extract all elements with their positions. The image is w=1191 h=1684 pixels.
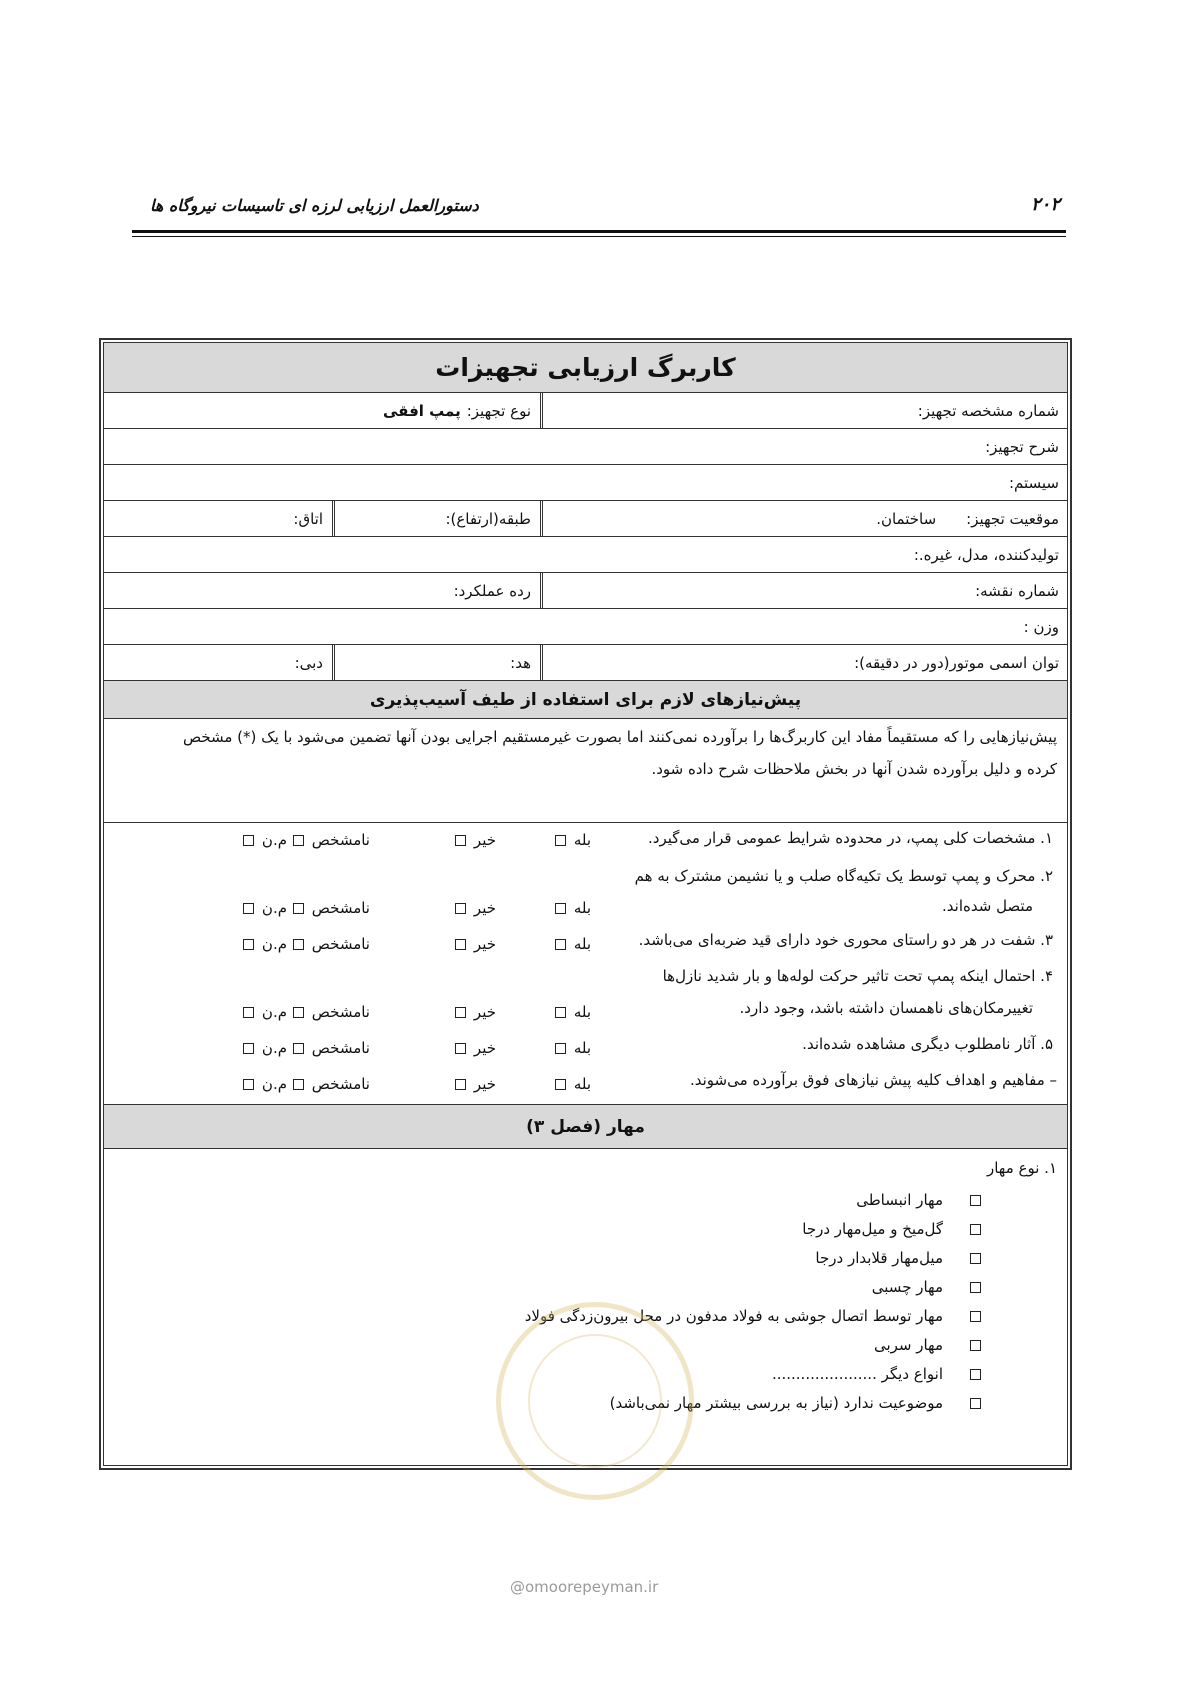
anchorage-title: مهار (فصل ۳) <box>526 1116 645 1137</box>
question-4-line-2: تغییرمکان‌های ناهمسان داشته باشد، وجود دارد. <box>739 999 1033 1017</box>
anchorage-option-2[interactable]: گل‌میخ و میل‌مهار درجا <box>104 1218 981 1240</box>
checkbox-icon[interactable] <box>243 835 254 846</box>
option-na[interactable]: م.ن <box>243 935 287 953</box>
checkbox-icon[interactable] <box>293 1007 304 1018</box>
checkbox-icon[interactable] <box>455 1043 466 1054</box>
checkbox-icon[interactable] <box>970 1253 981 1264</box>
description-row[interactable] <box>104 429 1067 465</box>
checkbox-icon[interactable] <box>243 939 254 950</box>
answer-row-1 <box>104 831 1067 855</box>
checkbox-icon[interactable] <box>970 1340 981 1351</box>
prereq-note-line-2: کرده و دلیل برآورده شدن آنها در بخش ملاحظات شرح داده شود. <box>651 760 1057 778</box>
checkbox-icon[interactable] <box>970 1282 981 1293</box>
equipment-id-row <box>104 393 1067 429</box>
anchorage-option-8[interactable]: موضوعیت ندارد (نیاز به بررسی بیشتر مهار نمی‌باشد) <box>104 1392 981 1414</box>
performance-class-label: رده عملکرد: <box>453 581 531 600</box>
question-4-line-1: ۴. احتمال اینکه پمپ تحت تاثیر حرکت لوله‌ها و بار شدید نازل‌ها <box>662 967 1053 985</box>
description-label: شرح تجهیز: <box>985 437 1059 456</box>
checkbox-icon[interactable] <box>555 1043 566 1054</box>
anchorage-type-question: ۱. نوع مهار <box>986 1159 1057 1177</box>
checkbox-icon[interactable] <box>455 1007 466 1018</box>
system-row[interactable] <box>104 465 1067 501</box>
manufacturer-row[interactable] <box>104 537 1067 573</box>
system-label: سیستم: <box>1008 473 1059 492</box>
header-rule-thin <box>132 236 1066 237</box>
checkbox-icon[interactable] <box>293 939 304 950</box>
building-label: ساختمان. <box>876 509 937 528</box>
checkbox-icon[interactable] <box>455 903 466 914</box>
checkbox-icon[interactable] <box>555 903 566 914</box>
page-header <box>132 196 1066 222</box>
question-1: ۱. مشخصات کلی پمپ، در محدوده شرایط عمومی قرار می‌گیرد. <box>648 829 1053 847</box>
option-na[interactable]: م.ن <box>243 831 287 849</box>
checkbox-icon[interactable] <box>970 1311 981 1322</box>
equipment-type-value: پمپ افقی <box>382 401 461 420</box>
prereq-note-line-1: پیش‌نیازهایی را که مستقیماً مفاد این کاربرگ‌ها را برآورده نمی‌کنند اما بصورت غیرمستقیم اجرایی بودن آنها تضمین می‌شود با یک (*) مشخص <box>182 728 1057 746</box>
answer-row-6 <box>104 1075 1067 1099</box>
question-2-line-1: ۲. محرک و پمپ توسط یک تکیه‌گاه صلب و یا نشیمن مشترک به هم <box>634 867 1053 885</box>
option-no[interactable]: خیر <box>455 1039 496 1057</box>
prereq-title: پیش‌نیازهای لازم برای استفاده از طیف آسیب‌پذیری <box>369 689 802 710</box>
option-no[interactable]: خیر <box>455 1003 496 1021</box>
anchorage-option-3[interactable]: میل‌مهار قلابدار درجا <box>104 1247 981 1269</box>
option-yes[interactable]: بله <box>555 831 591 849</box>
anchorage-option-7[interactable]: انواع دیگر ...................... <box>104 1363 981 1385</box>
checkbox-icon[interactable] <box>555 939 566 950</box>
option-unknown[interactable]: نامشخص <box>293 1075 370 1093</box>
checkbox-icon[interactable] <box>970 1224 981 1235</box>
motor-row <box>104 645 1067 681</box>
motor-power-field[interactable] <box>542 645 1067 680</box>
checkbox-icon[interactable] <box>243 1043 254 1054</box>
answer-row-2 <box>104 899 1067 923</box>
watermark-site: @omoorepeyman.ir <box>510 1578 659 1596</box>
checkbox-icon[interactable] <box>455 939 466 950</box>
drawing-number-field[interactable] <box>542 573 1067 608</box>
location-field[interactable] <box>542 501 1067 536</box>
running-title: دستورالعمل ارزیابی لرزه ای تاسیسات نیروگاه ها <box>150 196 479 215</box>
anchorage-option-6[interactable]: مهار سربی <box>104 1334 981 1356</box>
equipment-id-label: شماره مشخصه تجهیز: <box>917 401 1059 420</box>
head-field[interactable] <box>334 645 539 680</box>
motor-power-label: توان اسمی موتور(دور در دقیقه): <box>854 653 1059 672</box>
option-unknown[interactable]: نامشخص <box>293 899 370 917</box>
header-rule-thick <box>132 230 1066 233</box>
option-no[interactable]: خیر <box>455 831 496 849</box>
checkbox-icon[interactable] <box>555 1007 566 1018</box>
drawing-number-label: شماره نقشه: <box>975 581 1059 600</box>
checkbox-icon[interactable] <box>555 1079 566 1090</box>
option-yes[interactable]: بله <box>555 1039 591 1057</box>
checkbox-icon[interactable] <box>970 1195 981 1206</box>
option-yes[interactable]: بله <box>555 1003 591 1021</box>
option-na[interactable]: م.ن <box>243 1075 287 1093</box>
equipment-type-label: نوع تجهیز: <box>466 401 531 420</box>
page-number: ۲۰۲ <box>1030 194 1060 215</box>
answer-row-3 <box>104 935 1067 959</box>
form-title: کاربرگ ارزیابی تجهیزات <box>435 353 736 382</box>
floor-field[interactable] <box>334 501 539 536</box>
anchorage-option-4[interactable]: مهار چسبی <box>104 1276 981 1298</box>
option-yes[interactable]: بله <box>555 899 591 917</box>
option-yes[interactable]: بله <box>555 935 591 953</box>
checkbox-icon[interactable] <box>293 1079 304 1090</box>
equipment-assessment-form <box>99 338 1072 1470</box>
checkbox-icon[interactable] <box>555 835 566 846</box>
checkbox-icon[interactable] <box>455 1079 466 1090</box>
option-no[interactable]: خیر <box>455 1075 496 1093</box>
watermark-seal-ring <box>528 1334 662 1468</box>
option-unknown[interactable]: نامشخص <box>293 1039 370 1057</box>
anchorage-option-5[interactable]: مهار توسط اتصال جوشی به فولاد مدفون در محل بیرون‌زدگی فولاد <box>104 1305 981 1327</box>
checkbox-icon[interactable] <box>243 1007 254 1018</box>
checkbox-icon[interactable] <box>293 1043 304 1054</box>
head-label: هد: <box>510 653 531 672</box>
option-unknown[interactable]: نامشخص <box>293 831 370 849</box>
manufacturer-label: تولیدکننده، مدل، غیره.: <box>913 545 1059 564</box>
room-field[interactable] <box>104 501 331 536</box>
floor-label: طبقه(ارتفاع): <box>445 509 531 528</box>
question-2-line-2: متصل شده‌اند. <box>942 897 1033 915</box>
checkbox-icon[interactable] <box>455 835 466 846</box>
checkbox-icon[interactable] <box>243 1079 254 1090</box>
flow-field[interactable] <box>104 645 331 680</box>
prereq-note-row <box>104 719 1067 823</box>
option-na[interactable]: م.ن <box>243 1039 287 1057</box>
checkbox-icon[interactable] <box>970 1398 981 1409</box>
equipment-id-field[interactable] <box>542 393 1067 428</box>
question-5: ۵. آثار نامطلوب دیگری مشاهده شده‌اند. <box>802 1035 1053 1053</box>
option-unknown[interactable]: نامشخص <box>293 935 370 953</box>
option-unknown[interactable]: نامشخص <box>293 1003 370 1021</box>
checkbox-icon[interactable] <box>243 903 254 914</box>
option-no[interactable]: خیر <box>455 935 496 953</box>
weight-row[interactable] <box>104 609 1067 645</box>
option-na[interactable]: م.ن <box>243 1003 287 1021</box>
equipment-type-field[interactable] <box>104 393 539 428</box>
room-label: اتاق: <box>293 509 323 528</box>
checkbox-icon[interactable] <box>293 903 304 914</box>
question-3: ۳. شفت در هر دو راستای محوری خود دارای قید ضربه‌ای می‌باشد. <box>638 931 1053 949</box>
checkbox-icon[interactable] <box>293 835 304 846</box>
anchorage-option-1[interactable]: مهار انبساطی <box>104 1189 981 1211</box>
checkbox-icon[interactable] <box>970 1369 981 1380</box>
option-yes[interactable]: بله <box>555 1075 591 1093</box>
question-6: – مفاهیم و اهداف کلیه پیش نیازهای فوق برآورده می‌شوند. <box>689 1071 1057 1089</box>
option-na[interactable]: م.ن <box>243 899 287 917</box>
anchorage-title-row <box>104 1105 1067 1149</box>
prereq-title-row <box>104 681 1067 719</box>
prereq-questions <box>104 823 1067 1105</box>
form-title-row <box>104 343 1067 393</box>
answer-row-4 <box>104 1003 1067 1027</box>
location-label: موقعیت تجهیز: <box>966 509 1059 528</box>
answer-row-5 <box>104 1039 1067 1063</box>
flow-label: دبی: <box>294 653 323 672</box>
location-row <box>104 501 1067 537</box>
weight-label: وزن : <box>1023 617 1059 636</box>
performance-class-field[interactable] <box>104 573 539 608</box>
option-no[interactable]: خیر <box>455 899 496 917</box>
drawing-row <box>104 573 1067 609</box>
